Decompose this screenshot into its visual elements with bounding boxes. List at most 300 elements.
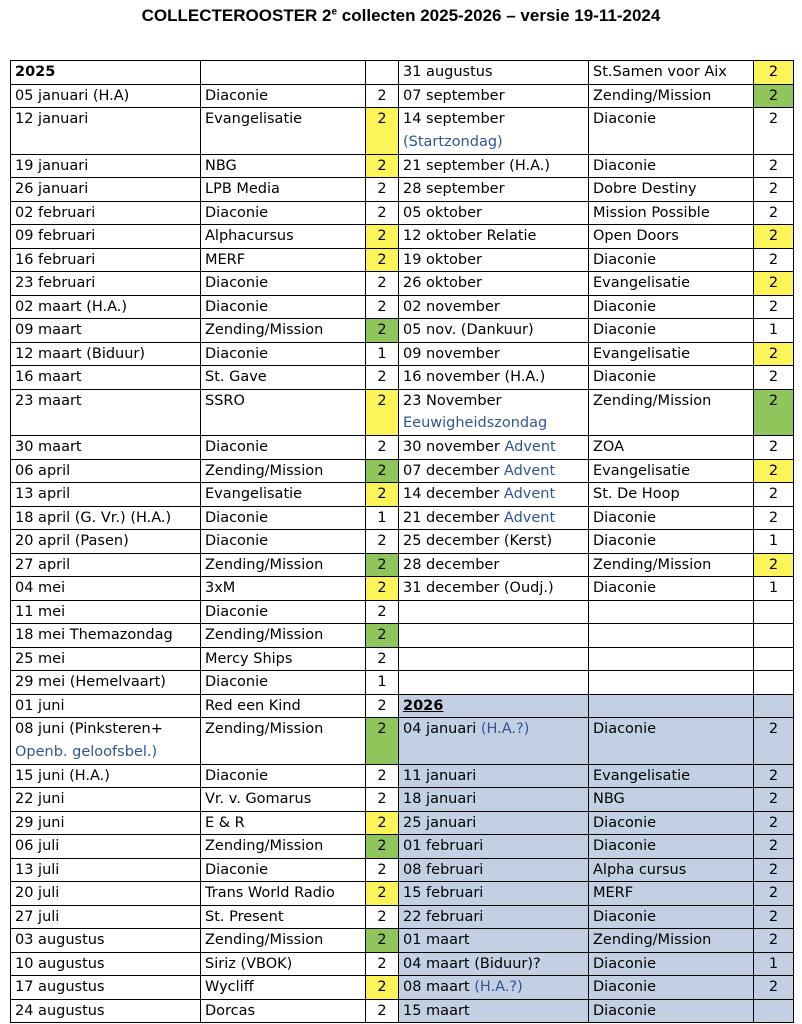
date-cell bbox=[11, 272, 201, 296]
collection-number: 2 bbox=[768, 861, 779, 878]
collection-number: 2 bbox=[377, 791, 387, 808]
date-text: 10 augustus bbox=[15, 955, 105, 972]
collection-number-cell bbox=[366, 389, 399, 436]
table-row bbox=[11, 225, 794, 249]
date-cell bbox=[11, 718, 201, 765]
date-cell bbox=[399, 366, 589, 390]
organisation-cell bbox=[201, 694, 366, 718]
date-cell bbox=[11, 811, 201, 835]
collection-number: 2 bbox=[377, 603, 387, 620]
table-row bbox=[11, 84, 794, 108]
date-cell bbox=[399, 835, 589, 859]
organisation-text: Diaconie bbox=[593, 955, 657, 972]
collection-number-cell bbox=[366, 108, 399, 155]
organisation-cell bbox=[201, 835, 366, 859]
date-cell bbox=[399, 295, 589, 319]
organisation-text: Diaconie bbox=[593, 157, 657, 174]
collection-number-cell bbox=[754, 882, 794, 906]
organisation-text: Dorcas bbox=[205, 1002, 256, 1019]
date-text: 18 januari bbox=[403, 791, 477, 808]
date-text: 25 december (Kerst) bbox=[403, 533, 553, 550]
date-cell bbox=[399, 718, 589, 765]
collection-number-cell bbox=[366, 366, 399, 390]
organisation-text: Diaconie bbox=[593, 1002, 657, 1019]
collection-number-cell bbox=[754, 319, 794, 343]
date-cell bbox=[399, 84, 589, 108]
table-row bbox=[11, 530, 794, 554]
date-text: 16 maart bbox=[15, 369, 82, 386]
collection-number-cell bbox=[366, 952, 399, 976]
collection-number-cell bbox=[754, 61, 794, 85]
organisation-cell bbox=[589, 84, 754, 108]
collection-number-cell bbox=[366, 178, 399, 202]
collection-number-cell bbox=[366, 201, 399, 225]
collection-number: 2 bbox=[377, 204, 387, 221]
collection-number-cell bbox=[366, 553, 399, 577]
date-cell bbox=[11, 201, 201, 225]
collection-number-cell bbox=[754, 976, 794, 1000]
date-text: 20 april (Pasen) bbox=[15, 533, 129, 550]
organisation-cell bbox=[201, 436, 366, 460]
table-row bbox=[11, 671, 794, 695]
organisation-text: Zending/Mission bbox=[593, 87, 712, 104]
collection-number-cell bbox=[754, 272, 794, 296]
organisation-cell bbox=[589, 319, 754, 343]
organisation-cell bbox=[201, 553, 366, 577]
collection-number: 2 bbox=[377, 908, 387, 925]
organisation-cell bbox=[589, 788, 754, 812]
organisation-text: Open Doors bbox=[593, 228, 679, 245]
date-text: 04 maart (Biduur)? bbox=[403, 955, 541, 972]
date-cell bbox=[399, 225, 589, 249]
collection-number-cell bbox=[366, 225, 399, 249]
date-text: 02 november bbox=[403, 298, 500, 315]
table-row bbox=[11, 436, 794, 460]
collection-number-cell bbox=[366, 319, 399, 343]
organisation-cell bbox=[201, 84, 366, 108]
collection-number: 1 bbox=[768, 955, 779, 972]
date-cell bbox=[399, 999, 589, 1023]
collection-number-cell bbox=[366, 764, 399, 788]
collection-number: 2 bbox=[377, 228, 387, 245]
collection-number: 2 bbox=[768, 87, 779, 104]
organisation-cell bbox=[201, 201, 366, 225]
organisation-cell bbox=[201, 225, 366, 249]
organisation-text: Diaconie bbox=[593, 721, 657, 738]
organisation-text: Evangelisatie bbox=[205, 111, 303, 127]
organisation-text: Diaconie bbox=[205, 603, 269, 620]
organisation-cell bbox=[201, 811, 366, 835]
table-row bbox=[11, 577, 794, 601]
collection-number-cell bbox=[754, 647, 794, 671]
collection-number: 2 bbox=[377, 885, 387, 902]
date-cell bbox=[399, 671, 589, 695]
organisation-cell bbox=[589, 553, 754, 577]
collection-number-cell bbox=[366, 718, 399, 765]
date-text: 15 maart bbox=[403, 1002, 470, 1019]
organisation-text: Alpha cursus bbox=[593, 861, 687, 878]
collection-number: 2 bbox=[377, 275, 387, 292]
date-cell bbox=[399, 647, 589, 671]
date-note: (Startzondag) bbox=[403, 133, 503, 150]
collection-number: 1 bbox=[768, 580, 779, 597]
organisation-text: Alphacursus bbox=[205, 228, 294, 245]
date-text: 11 mei bbox=[15, 603, 66, 620]
date-cell bbox=[399, 389, 589, 436]
organisation-text: Red een Kind bbox=[205, 697, 301, 714]
organisation-text: Diaconie bbox=[593, 838, 657, 855]
date-cell bbox=[399, 436, 589, 460]
collection-number: 2 bbox=[768, 979, 779, 996]
date-text: 26 januari bbox=[15, 181, 89, 198]
organisation-cell bbox=[589, 295, 754, 319]
date-cell bbox=[399, 530, 589, 554]
collection-number: 2 bbox=[377, 322, 387, 339]
date-cell bbox=[11, 459, 201, 483]
collection-number: 2 bbox=[377, 861, 387, 878]
date-cell bbox=[11, 694, 201, 718]
collection-number-cell bbox=[754, 624, 794, 648]
table-row bbox=[11, 506, 794, 530]
collection-number-cell bbox=[754, 952, 794, 976]
collection-number-cell bbox=[366, 577, 399, 601]
organisation-cell bbox=[201, 248, 366, 272]
organisation-cell bbox=[201, 389, 366, 436]
organisation-text: Diaconie bbox=[205, 533, 269, 550]
collection-number-cell bbox=[366, 858, 399, 882]
collection-number-cell bbox=[754, 248, 794, 272]
date-cell bbox=[11, 764, 201, 788]
date-text: 08 februari bbox=[403, 861, 484, 878]
collection-number-cell bbox=[366, 436, 399, 460]
organisation-cell bbox=[201, 952, 366, 976]
collection-number-cell bbox=[754, 84, 794, 108]
organisation-text: Wycliff bbox=[205, 979, 254, 996]
date-note: Advent bbox=[503, 509, 556, 526]
collection-number-cell bbox=[754, 530, 794, 554]
collection-number: 2 bbox=[768, 908, 779, 925]
collection-number-cell bbox=[754, 436, 794, 460]
date-cell bbox=[11, 108, 201, 155]
collection-number-cell bbox=[754, 483, 794, 507]
date-note: Advent bbox=[503, 486, 556, 503]
table-row bbox=[11, 178, 794, 202]
collection-number-cell bbox=[366, 459, 399, 483]
organisation-text: Evangelisatie bbox=[593, 275, 691, 292]
organisation-cell bbox=[589, 225, 754, 249]
year-heading: 2026 bbox=[403, 697, 444, 714]
date-text: 23 maart bbox=[15, 392, 82, 409]
date-text: 01 maart bbox=[403, 932, 470, 949]
collection-number-cell bbox=[754, 108, 794, 155]
collection-number-cell bbox=[754, 905, 794, 929]
date-cell bbox=[399, 882, 589, 906]
organisation-cell bbox=[589, 905, 754, 929]
collection-number: 2 bbox=[768, 64, 779, 80]
organisation-text: Diaconie bbox=[205, 767, 269, 784]
date-text: 29 juni bbox=[15, 814, 65, 831]
collection-number-cell bbox=[366, 530, 399, 554]
collection-number: 2 bbox=[768, 721, 779, 738]
date-cell bbox=[11, 553, 201, 577]
organisation-cell bbox=[589, 577, 754, 601]
collection-number-cell bbox=[754, 600, 794, 624]
organisation-text: Zending/Mission bbox=[205, 838, 324, 855]
date-cell bbox=[399, 764, 589, 788]
organisation-text: MERF bbox=[593, 885, 634, 902]
organisation-cell bbox=[201, 905, 366, 929]
collection-number: 2 bbox=[768, 111, 779, 127]
collection-number: 2 bbox=[768, 814, 779, 831]
date-text: 27 juli bbox=[15, 908, 60, 925]
date-text: 04 januari bbox=[403, 721, 477, 738]
table-row bbox=[11, 952, 794, 976]
organisation-text: Mission Possible bbox=[593, 204, 710, 221]
organisation-cell bbox=[201, 624, 366, 648]
date-cell bbox=[11, 999, 201, 1023]
date-text: 16 februari bbox=[15, 251, 96, 268]
collection-number-cell bbox=[754, 577, 794, 601]
organisation-cell bbox=[201, 764, 366, 788]
collection-number: 2 bbox=[768, 509, 779, 526]
date-cell bbox=[399, 506, 589, 530]
collection-number-cell bbox=[754, 671, 794, 695]
table-row bbox=[11, 788, 794, 812]
collection-number: 2 bbox=[377, 181, 387, 198]
table-row bbox=[11, 459, 794, 483]
collection-number: 1 bbox=[377, 345, 387, 362]
date-cell bbox=[11, 483, 201, 507]
collection-number-cell bbox=[366, 154, 399, 178]
organisation-cell bbox=[201, 999, 366, 1023]
collection-number-cell bbox=[754, 389, 794, 436]
organisation-cell bbox=[589, 248, 754, 272]
organisation-cell bbox=[589, 976, 754, 1000]
table-row bbox=[11, 929, 794, 953]
collection-number: 2 bbox=[377, 814, 387, 831]
collection-number-cell bbox=[366, 882, 399, 906]
date-text: 22 juni bbox=[15, 791, 65, 808]
collection-number-cell bbox=[366, 999, 399, 1023]
collection-number-cell bbox=[754, 788, 794, 812]
collection-number: 2 bbox=[377, 697, 387, 714]
date-text: 18 mei Themazondag bbox=[15, 627, 173, 644]
table-row bbox=[11, 647, 794, 671]
organisation-cell bbox=[201, 718, 366, 765]
date-cell bbox=[11, 319, 201, 343]
organisation-cell bbox=[589, 389, 754, 436]
date-cell bbox=[11, 671, 201, 695]
date-text: 27 april bbox=[15, 556, 71, 573]
organisation-cell bbox=[201, 178, 366, 202]
organisation-text: Evangelisatie bbox=[593, 345, 691, 362]
collection-number: 2 bbox=[768, 298, 779, 315]
collection-number: 2 bbox=[768, 462, 779, 479]
organisation-text: Mercy Ships bbox=[205, 650, 293, 667]
date-text: 05 oktober bbox=[403, 204, 482, 221]
date-text: 04 mei bbox=[15, 580, 66, 597]
collection-number: 1 bbox=[768, 533, 779, 550]
organisation-text: Diaconie bbox=[205, 345, 269, 362]
collection-number: 2 bbox=[377, 251, 387, 268]
collection-number-cell bbox=[366, 342, 399, 366]
collection-number-cell bbox=[754, 694, 794, 718]
table-row bbox=[11, 718, 794, 765]
organisation-cell bbox=[589, 694, 754, 718]
date-cell bbox=[399, 248, 589, 272]
collection-number: 1 bbox=[377, 509, 387, 526]
collection-number-cell bbox=[754, 553, 794, 577]
organisation-text: Diaconie bbox=[593, 908, 657, 925]
date-cell bbox=[11, 530, 201, 554]
organisation-cell bbox=[589, 764, 754, 788]
organisation-text: Diaconie bbox=[593, 251, 657, 268]
date-text: 12 januari bbox=[15, 111, 89, 127]
date-text: 07 september bbox=[403, 87, 505, 104]
organisation-text: Zending/Mission bbox=[205, 556, 324, 573]
organisation-text: Diaconie bbox=[593, 979, 657, 996]
table-row bbox=[11, 976, 794, 1000]
organisation-cell bbox=[201, 61, 366, 85]
organisation-cell bbox=[201, 506, 366, 530]
organisation-cell bbox=[589, 61, 754, 85]
organisation-cell bbox=[589, 952, 754, 976]
collection-number-cell bbox=[754, 506, 794, 530]
organisation-cell bbox=[589, 647, 754, 671]
date-text: 14 september bbox=[403, 111, 505, 127]
organisation-cell bbox=[201, 882, 366, 906]
page-title: COLLECTEROOSTER 2e collecten 2025-2026 – versie 19-11-2024 bbox=[141, 6, 661, 25]
collection-number-cell bbox=[754, 295, 794, 319]
organisation-text: Diaconie bbox=[593, 509, 657, 526]
date-cell bbox=[11, 61, 201, 85]
date-note: Advent bbox=[503, 462, 556, 479]
date-cell bbox=[399, 459, 589, 483]
date-cell bbox=[11, 295, 201, 319]
collection-number: 2 bbox=[377, 979, 387, 996]
date-text: 16 november (H.A.) bbox=[403, 369, 546, 386]
organisation-text: Diaconie bbox=[593, 322, 657, 339]
date-cell bbox=[399, 483, 589, 507]
collection-number-cell bbox=[754, 858, 794, 882]
collection-number-cell bbox=[366, 600, 399, 624]
organisation-text: St. De Hoop bbox=[593, 486, 680, 503]
year-heading: 2025 bbox=[15, 64, 56, 80]
table-row bbox=[11, 600, 794, 624]
organisation-text: Zending/Mission bbox=[205, 462, 324, 479]
date-text: 08 maart bbox=[403, 979, 470, 996]
collection-number: 2 bbox=[768, 157, 779, 174]
organisation-text: E & R bbox=[205, 814, 245, 831]
organisation-cell bbox=[589, 999, 754, 1023]
collection-number-cell bbox=[366, 483, 399, 507]
table-row bbox=[11, 248, 794, 272]
date-text: 31 augustus bbox=[403, 64, 493, 80]
collection-number: 2 bbox=[768, 204, 779, 221]
organisation-text: Zending/Mission bbox=[205, 322, 324, 339]
table-row bbox=[11, 882, 794, 906]
collection-number: 2 bbox=[377, 87, 387, 104]
organisation-text: Trans World Radio bbox=[205, 885, 335, 902]
organisation-cell bbox=[589, 272, 754, 296]
organisation-cell bbox=[201, 366, 366, 390]
collection-number: 2 bbox=[377, 533, 387, 550]
date-text: 24 augustus bbox=[15, 1002, 105, 1019]
date-note: (H.A.?) bbox=[474, 979, 523, 996]
date-text: 02 maart (H.A.) bbox=[15, 298, 128, 315]
collection-number-cell bbox=[754, 342, 794, 366]
organisation-text: Diaconie bbox=[593, 533, 657, 550]
organisation-cell bbox=[589, 929, 754, 953]
organisation-text: SSRO bbox=[205, 392, 245, 409]
collection-number-cell bbox=[754, 999, 794, 1023]
collection-number-cell bbox=[754, 225, 794, 249]
table-row bbox=[11, 553, 794, 577]
organisation-text: Diaconie bbox=[205, 439, 269, 456]
collection-number: 2 bbox=[377, 439, 387, 456]
organisation-text: Diaconie bbox=[205, 861, 269, 878]
date-text: 05 nov. (Dankuur) bbox=[403, 322, 534, 339]
organisation-cell bbox=[589, 201, 754, 225]
collection-number: 2 bbox=[377, 486, 387, 503]
date-cell bbox=[399, 201, 589, 225]
organisation-text: Evangelisatie bbox=[593, 767, 691, 784]
table-row bbox=[11, 201, 794, 225]
organisation-cell bbox=[201, 319, 366, 343]
organisation-cell bbox=[201, 976, 366, 1000]
organisation-text: Diaconie bbox=[205, 674, 269, 691]
date-cell bbox=[11, 84, 201, 108]
organisation-cell bbox=[201, 342, 366, 366]
organisation-cell bbox=[589, 506, 754, 530]
date-text: 26 oktober bbox=[403, 275, 482, 292]
date-text: 30 november bbox=[403, 439, 500, 456]
collection-number-cell bbox=[366, 295, 399, 319]
date-cell bbox=[11, 506, 201, 530]
collection-number: 2 bbox=[768, 228, 779, 245]
collection-number-cell bbox=[366, 624, 399, 648]
date-cell bbox=[399, 905, 589, 929]
collection-number: 2 bbox=[768, 767, 779, 784]
collection-number-cell bbox=[754, 201, 794, 225]
collection-number-cell bbox=[366, 811, 399, 835]
table-row bbox=[11, 108, 794, 155]
table-row bbox=[11, 272, 794, 296]
organisation-text: Zending/Mission bbox=[593, 392, 712, 409]
organisation-cell bbox=[589, 342, 754, 366]
date-cell bbox=[399, 788, 589, 812]
organisation-cell bbox=[589, 178, 754, 202]
organisation-cell bbox=[589, 154, 754, 178]
organisation-cell bbox=[201, 600, 366, 624]
organisation-text: St. Present bbox=[205, 908, 284, 925]
organisation-cell bbox=[589, 718, 754, 765]
table-row bbox=[11, 694, 794, 718]
organisation-cell bbox=[589, 459, 754, 483]
date-text: 09 februari bbox=[15, 228, 96, 245]
table-row bbox=[11, 295, 794, 319]
date-text: 18 april (G. Vr.) (H.A.) bbox=[15, 509, 172, 526]
collection-number: 2 bbox=[768, 392, 779, 409]
collection-number-cell bbox=[754, 811, 794, 835]
organisation-text: Zending/Mission bbox=[205, 721, 324, 738]
date-text: 09 maart bbox=[15, 322, 82, 339]
date-cell bbox=[11, 952, 201, 976]
date-cell bbox=[11, 154, 201, 178]
date-text: 11 januari bbox=[403, 767, 477, 784]
collection-number-cell bbox=[754, 154, 794, 178]
organisation-text: 3xM bbox=[205, 580, 236, 597]
